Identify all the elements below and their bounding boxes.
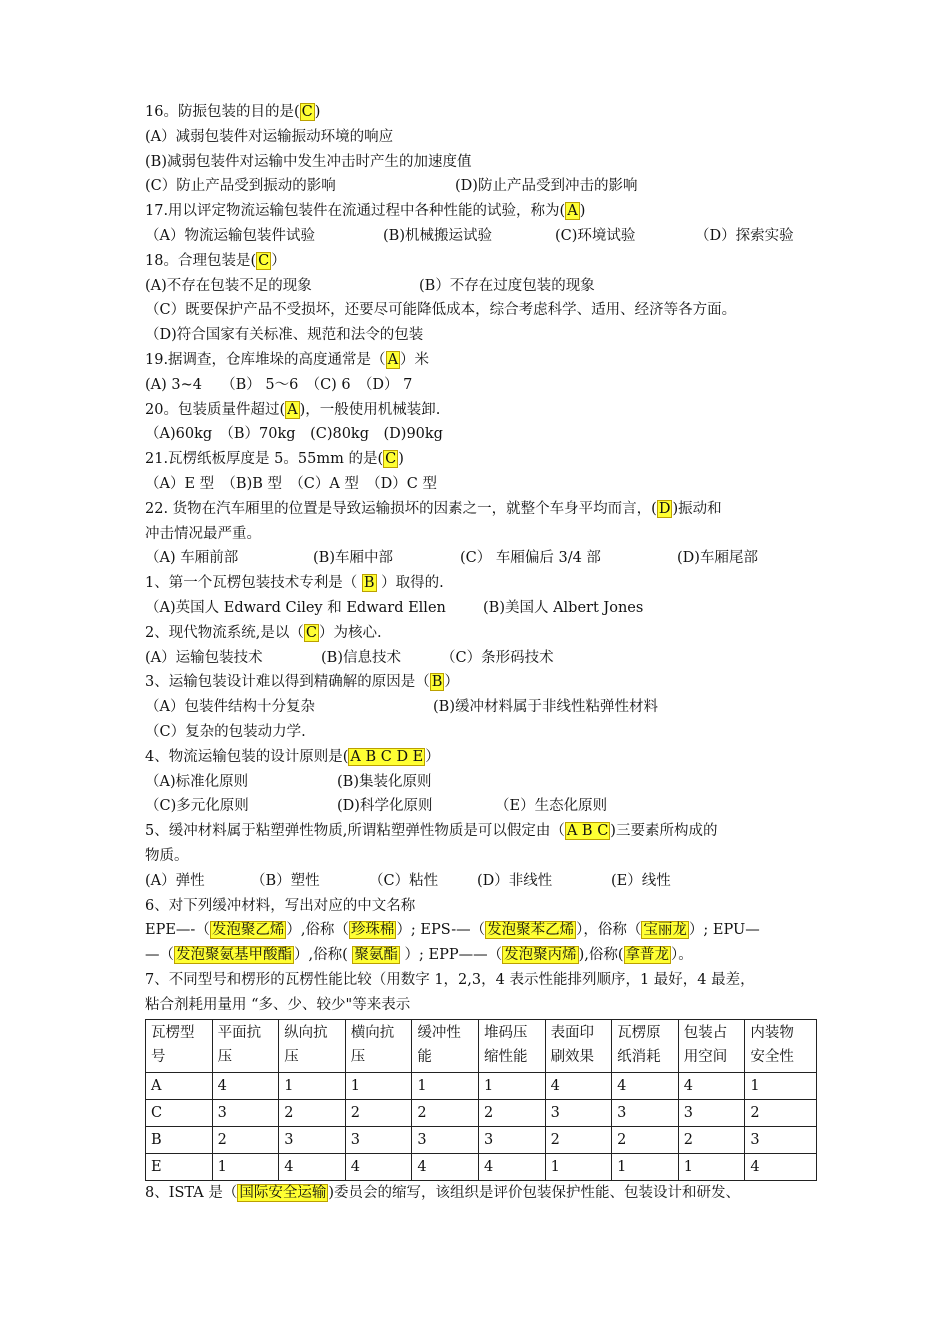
option-text: （D）探索实验	[695, 227, 794, 244]
question-8-line	[145, 1181, 815, 1206]
text-line	[145, 522, 815, 547]
header-text: 用空间	[683, 1049, 728, 1066]
option-text: （B）塑性	[251, 872, 320, 889]
line-text: )	[314, 104, 321, 120]
line-text: (A) 3~4 （B） 5～6 （C) 6 （D） 7	[145, 376, 413, 393]
header-text: 能	[417, 1049, 432, 1066]
line-text: 4、物流运输包装的设计原则是(	[145, 748, 349, 765]
table-cell: 3	[279, 1127, 346, 1154]
line-text: —（	[145, 947, 174, 964]
line-text: ),俗称(	[578, 947, 624, 964]
table-cell: 4	[612, 1073, 679, 1100]
text-line	[145, 274, 815, 299]
header-text: 瓦楞原	[617, 1025, 661, 1042]
highlighted-answer: 国际安全运输	[239, 1185, 327, 1202]
highlighted-answer: A	[387, 351, 399, 368]
option-text: （A)英国人 Edward Ciley 和 Edward Ellen	[145, 599, 446, 616]
table-cell: 4	[212, 1073, 279, 1100]
option-text: (C)环境试验	[555, 227, 636, 244]
header-text: 堆码压	[483, 1025, 528, 1042]
text-line	[145, 621, 815, 646]
text-line	[145, 422, 815, 447]
option-text: （C）条形码技术	[441, 649, 554, 666]
header-text: 压	[350, 1049, 366, 1066]
option-text: (B)机械搬运试验	[383, 227, 492, 244]
line-text: ）为核心.	[318, 624, 382, 641]
highlighted-answer: A	[287, 401, 298, 418]
table-header-cell	[146, 1020, 213, 1073]
highlighted-answer: 发泡聚丙烯	[504, 947, 577, 964]
text-line	[145, 249, 815, 274]
option-text: (B)车厢中部	[313, 550, 393, 567]
text-line	[145, 174, 815, 199]
text-line	[145, 546, 815, 571]
option-text: (D)车厢尾部	[677, 550, 758, 567]
option-text: (B)缓冲材料属于非线性粘弹性材料	[433, 699, 658, 716]
text-line	[145, 1181, 815, 1206]
line-text: ）。	[671, 947, 693, 964]
table-cell: 3	[545, 1100, 612, 1127]
line-text: )振动和	[672, 500, 722, 517]
table-header-cell	[478, 1020, 545, 1073]
line-text: 6、对下列缓冲材料，写出对应的中文名称	[145, 897, 416, 914]
header-text: 平面抗	[217, 1025, 262, 1042]
line-text: )三要素所构成的	[610, 823, 718, 840]
text-line	[145, 125, 815, 150]
header-text: 纸消耗	[617, 1049, 661, 1066]
table-cell: E	[146, 1154, 213, 1181]
table-cell: 3	[212, 1100, 279, 1127]
table-cell: 4	[279, 1154, 346, 1181]
text-line	[145, 497, 815, 522]
line-text: 22. 货物在汽车厢里的位置是导致运输损坏的因素之一，就整个车身平均而言，(	[145, 500, 657, 517]
text-line	[145, 720, 815, 745]
line-text: 物质。	[145, 847, 189, 864]
line-text: 21.瓦楞纸板厚度是 5。55mm 的是(	[145, 451, 384, 468]
option-text: (D)科学化原则	[337, 798, 433, 815]
header-text: 号	[151, 1049, 166, 1066]
highlighted-answer: B	[363, 575, 375, 592]
table-cell: 2	[678, 1127, 745, 1154]
line-text: ）; EPU—	[688, 922, 760, 939]
header-text: 瓦楞型	[151, 1025, 195, 1042]
table-row	[146, 1154, 817, 1181]
option-text: （A）包装件结构十分复杂	[145, 699, 315, 716]
table-cell: A	[146, 1073, 213, 1100]
line-text: 16。防振包装的目的是(	[145, 104, 300, 120]
line-text: ）	[425, 748, 440, 765]
text-line	[145, 447, 815, 472]
table-cell: 4	[678, 1073, 745, 1100]
table-row	[146, 1073, 817, 1100]
option-text: （A)标准化原则	[145, 773, 249, 790]
line-text: ）	[444, 674, 459, 691]
line-text: ）; EPS-—（	[396, 922, 486, 939]
line-text: 3、运输包装设计难以得到精确解的原因是（	[145, 674, 430, 691]
corrugated-performance-table	[145, 1019, 817, 1181]
option-text: （A) 车厢前部	[145, 550, 239, 567]
line-text: ）米	[400, 351, 430, 368]
line-text: (B)减弱包装件对运输中发生冲击时产生的加速度值	[145, 153, 472, 170]
table-cell: 4	[345, 1154, 412, 1181]
line-text: ）,俗称（	[286, 922, 349, 939]
header-text: 横向抗	[350, 1025, 395, 1042]
highlighted-answer: 聚氨酯	[354, 947, 398, 964]
table-cell: 1	[745, 1073, 817, 1100]
line-text: )委员会的缩写，该组织是评价包装保护性能、包装设计和研发、	[328, 1185, 741, 1202]
line-text: （C）既要保护产品不受损坏，还要尽可能降低成本，综合考虑科学、适用、经济等各方面。	[145, 302, 737, 319]
table-header-cell	[745, 1020, 817, 1073]
table-header-cell	[345, 1020, 412, 1073]
text-line	[145, 794, 815, 819]
table-header-cell	[545, 1020, 612, 1073]
table-cell: 1	[279, 1073, 346, 1100]
line-text: 7、不同型号和楞形的瓦楞性能比较（用数字 1，2,3，4 表示性能排列顺序，1 最好，4 最差，	[145, 971, 755, 988]
header-text: 压	[217, 1049, 233, 1066]
line-text: )，一般使用机械装卸.	[299, 401, 441, 418]
highlighted-answer: D	[658, 500, 671, 517]
highlighted-answer: 拿普龙	[625, 947, 670, 964]
line-text: 18。合理包装是(	[145, 252, 257, 269]
option-text: (E）线性	[611, 872, 671, 889]
text-line	[145, 819, 815, 844]
text-line	[145, 571, 815, 596]
option-text: (B)信息技术	[321, 649, 401, 666]
table-header-cell	[678, 1020, 745, 1073]
header-text: 内装物	[750, 1025, 794, 1042]
option-text: （A）物流运输包装件试验	[145, 227, 315, 244]
highlighted-answer: 宝丽龙	[643, 922, 687, 939]
highlighted-answer: A B C D E	[350, 748, 424, 765]
highlighted-answer: C	[258, 252, 270, 269]
header-text: 纵向抗	[284, 1025, 328, 1042]
text-line	[145, 968, 815, 993]
table-cell: 4	[545, 1073, 612, 1100]
text-line	[145, 943, 815, 968]
text-line	[145, 646, 815, 671]
table-cell: 4	[478, 1154, 545, 1181]
header-text: 表面印	[550, 1025, 595, 1042]
line-text: ），俗称（	[576, 922, 642, 939]
line-text: (A）减弱包装件对运输振动环境的响应	[145, 128, 394, 145]
table-cell: 3	[345, 1127, 412, 1154]
text-line	[145, 670, 815, 695]
table-cell: 2	[412, 1100, 479, 1127]
table-cell: 2	[279, 1100, 346, 1127]
header-text: 包装占	[683, 1025, 728, 1042]
table-header-cell	[612, 1020, 679, 1073]
table-cell: 2	[745, 1100, 817, 1127]
header-text: 缓冲性	[417, 1025, 461, 1042]
line-text: 冲击情况最严重。	[145, 525, 261, 542]
highlighted-answer: B	[431, 674, 443, 691]
highlighted-answer: C	[305, 624, 317, 641]
table-cell: 3	[412, 1127, 479, 1154]
table-row	[146, 1100, 817, 1127]
table-cell: 1	[345, 1073, 412, 1100]
line-text: ）	[271, 252, 286, 269]
text-line	[145, 224, 815, 249]
text-line	[145, 918, 815, 943]
table-cell: 1	[678, 1154, 745, 1181]
table-cell: 3	[678, 1100, 745, 1127]
table-cell: 2	[545, 1127, 612, 1154]
header-text: 缩性能	[483, 1049, 528, 1066]
line-text: （D)符合国家有关标准、规范和法令的包装	[145, 327, 424, 344]
header-text: 安全性	[750, 1049, 794, 1066]
text-line	[145, 596, 815, 621]
option-text: (B)集装化原则	[337, 773, 432, 790]
table-cell: 4	[745, 1154, 817, 1181]
table-cell: 1	[412, 1073, 479, 1100]
text-line	[145, 472, 815, 497]
table-cell: 1	[478, 1073, 545, 1100]
line-text: ）; EPP——（	[399, 947, 503, 964]
table-cell: 2	[212, 1127, 279, 1154]
line-text: )	[579, 203, 586, 220]
line-text: ）取得的.	[376, 575, 444, 592]
document-page	[145, 100, 815, 1206]
table-cell: B	[146, 1127, 213, 1154]
table-cell: 4	[412, 1154, 479, 1181]
option-text: (C）防止产品受到振动的影响	[145, 178, 336, 195]
highlighted-answer: 发泡聚苯乙烯	[487, 922, 575, 939]
option-text: (A)不存在包装不足的现象	[145, 277, 312, 294]
text-line	[145, 398, 815, 423]
text-line	[145, 745, 815, 770]
highlighted-answer: C	[301, 104, 313, 120]
line-text: EPE—-（	[145, 922, 210, 939]
option-text: (D）非线性	[477, 872, 553, 889]
text-line	[145, 844, 815, 869]
line-text: 2、现代物流系统,是以（	[145, 624, 304, 641]
text-line	[145, 869, 815, 894]
table-header-cell	[412, 1020, 479, 1073]
table-cell: C	[146, 1100, 213, 1127]
option-text: (A）弹性	[145, 872, 205, 889]
option-text: （C）粘性	[369, 872, 439, 889]
line-text: 17.用以评定物流运输包装件在流通过程中各种性能的试验，称为(	[145, 203, 566, 220]
highlighted-answer: A	[567, 203, 578, 220]
table-cell: 1	[545, 1154, 612, 1181]
highlighted-answer: 发泡聚氨基甲酸酯	[176, 947, 292, 964]
table-cell: 2	[478, 1100, 545, 1127]
option-text: (D)防止产品受到冲击的影响	[455, 178, 638, 195]
line-text: （A)60kg （B）70kg (C)80kg (D)90kg	[145, 426, 443, 443]
option-text: (A）运输包装技术	[145, 649, 263, 666]
line-text: 19.据调查，仓库堆垛的高度通常是（	[145, 351, 386, 368]
highlighted-answer: C	[385, 451, 397, 468]
table-cell: 3	[478, 1127, 545, 1154]
line-text: 8、ISTA 是（	[145, 1185, 238, 1202]
option-text: (B)美国人 Albert Jones	[483, 599, 644, 616]
text-line	[145, 695, 815, 720]
table-header-cell	[279, 1020, 346, 1073]
line-text: )	[398, 451, 404, 468]
question-list	[145, 100, 815, 1017]
text-line	[145, 100, 815, 125]
text-line	[145, 894, 815, 919]
line-text: 5、缓冲材料属于粘塑弹性物质,所谓粘塑弹性物质是可以假定由（	[145, 823, 565, 840]
table-header-cell	[212, 1020, 279, 1073]
table-cell: 3	[745, 1127, 817, 1154]
highlighted-answer: 发泡聚乙烯	[211, 922, 285, 939]
header-text: 压	[284, 1049, 299, 1066]
text-line	[145, 373, 815, 398]
option-text: (C） 车厢偏后 3/4 部	[460, 550, 601, 567]
line-text: 20。包装质量件超过(	[145, 401, 286, 418]
text-line	[145, 770, 815, 795]
text-line	[145, 150, 815, 175]
text-line	[145, 993, 815, 1018]
table-header-row	[146, 1020, 817, 1073]
text-line	[145, 323, 815, 348]
text-line	[145, 348, 815, 373]
option-text: （E）生态化原则	[495, 798, 608, 815]
table-row	[146, 1127, 817, 1154]
text-line	[145, 298, 815, 323]
header-text: 刷效果	[550, 1049, 595, 1066]
line-text: 1、第一个瓦楞包装技术专利是（	[145, 575, 362, 592]
highlighted-answer: 珍珠棉	[350, 922, 395, 939]
line-text: （C）复杂的包装动力学.	[145, 723, 306, 740]
option-text: （C)多元化原则	[145, 798, 249, 815]
table-cell: 1	[612, 1154, 679, 1181]
highlighted-answer: A B C	[566, 823, 609, 840]
line-text: （A）E 型 （B)B 型 （C）A 型 （D）C 型	[145, 475, 437, 492]
table-cell: 2	[345, 1100, 412, 1127]
text-line	[145, 199, 815, 224]
line-text: 粘合剂耗用量用 “多、少、较少"等来表示	[145, 996, 411, 1013]
table-cell: 1	[212, 1154, 279, 1181]
table-cell: 2	[612, 1127, 679, 1154]
line-text: ）,俗称(	[294, 947, 353, 964]
option-text: (B）不存在过度包装的现象	[419, 277, 595, 294]
table-cell: 3	[612, 1100, 679, 1127]
